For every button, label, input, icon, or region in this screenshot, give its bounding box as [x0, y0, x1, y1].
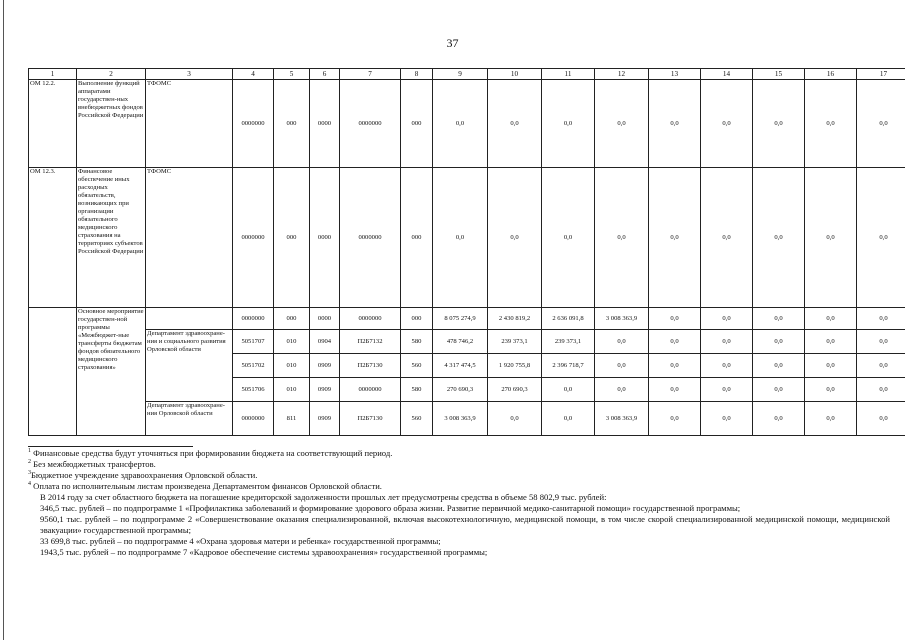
- cell: 0,0: [595, 80, 649, 168]
- footnote-1: [28, 448, 890, 459]
- cell: 0,0: [542, 168, 595, 308]
- footnote-text: Оплата по исполнительным листам произведена Департаментом финансов Орловской области.: [33, 481, 382, 491]
- paragraph-debt: В 2014 году за счет областного бюджета на погашение кредиторской задолженности прошлых лет предусмотрены средства в объеме 58 802,9 тыс. рублей:: [40, 492, 607, 502]
- cell: 0,0: [805, 330, 857, 354]
- cell: 0904: [310, 330, 340, 354]
- cell: 0,0: [649, 168, 701, 308]
- cell: 0000: [310, 308, 340, 330]
- budget-table: [28, 68, 905, 436]
- cell: 0,0: [649, 378, 701, 402]
- cell: 0,0: [488, 168, 542, 308]
- cell: 0000000: [340, 308, 401, 330]
- footnote-text: Бюджетное учреждение здравоохранения Орловской области.: [31, 470, 258, 480]
- cell: П2Б7130: [340, 402, 401, 436]
- footnote-4: [28, 481, 890, 492]
- cell: 000: [274, 308, 310, 330]
- cell: 0,0: [649, 402, 701, 436]
- page-number: 37: [446, 36, 459, 50]
- cell: 0,0: [701, 168, 753, 308]
- cell: 239 373,1: [488, 330, 542, 354]
- header-cell: 15: [753, 69, 805, 80]
- cell: 0,0: [753, 378, 805, 402]
- footnote-2: [28, 459, 890, 470]
- cell: 0,0: [753, 330, 805, 354]
- header-cell: 3: [146, 69, 233, 80]
- header-cell: 17: [857, 69, 905, 80]
- paragraph-subprogram-4: 33 699,8 тыс. рублей – по подпрограмме 4 «Охрана здоровья матери и ребенка» государственной программы;: [40, 536, 441, 546]
- cell: 0,0: [595, 354, 649, 378]
- header-cell: 12: [595, 69, 649, 80]
- cell: 0,0: [649, 330, 701, 354]
- cell: 000: [274, 168, 310, 308]
- cell: 0,0: [701, 354, 753, 378]
- cell: 0909: [310, 402, 340, 436]
- cell: 580: [401, 330, 433, 354]
- cell: 239 373,1: [542, 330, 595, 354]
- row-executor: ТФОМС: [146, 80, 233, 168]
- cell: 0,0: [857, 168, 905, 308]
- table-row: [29, 168, 905, 308]
- cell: 0,0: [488, 80, 542, 168]
- cell: 0,0: [753, 80, 805, 168]
- header-cell: 6: [310, 69, 340, 80]
- header-cell: 8: [401, 69, 433, 80]
- cell: 0,0: [857, 80, 905, 168]
- dept-health: Департамент здравоохране-ния Орловской области: [146, 402, 233, 436]
- cell: 0,0: [805, 80, 857, 168]
- paragraph-subprogram-1: 346,5 тыс. рублей – по подпрограмме 1 «Профилактика заболеваний и формирование здорового образа жизни. Развитие первичной медико-санитарной помощи» государственной программы;: [40, 503, 741, 513]
- footnote-separator: [28, 446, 193, 447]
- cell: 5051702: [233, 354, 274, 378]
- cell: 0,0: [857, 330, 905, 354]
- header-cell: 1: [29, 69, 77, 80]
- cell: 0,0: [857, 308, 905, 330]
- footnote-mark: 4: [28, 481, 31, 488]
- cell: 5051706: [233, 378, 274, 402]
- cell: П2Б7132: [340, 330, 401, 354]
- cell: 0000000: [340, 378, 401, 402]
- cell: 0,0: [595, 330, 649, 354]
- cell: 000: [401, 168, 433, 308]
- footnote-mark: 3: [28, 470, 31, 477]
- header-cell: 7: [340, 69, 401, 80]
- cell: 0000000: [233, 168, 274, 308]
- cell: 270 690,3: [488, 378, 542, 402]
- cell: 000: [401, 308, 433, 330]
- cell: 010: [274, 330, 310, 354]
- cell: 0,0: [805, 168, 857, 308]
- table-row: [29, 402, 905, 436]
- dept-social: Департамент здравоохране-ния и социального развития Орловской области: [146, 330, 233, 402]
- page-left-border: [3, 0, 4, 640]
- cell: 1 920 755,8: [488, 354, 542, 378]
- cell: 0000000: [233, 402, 274, 436]
- cell: 3 008 363,9: [433, 402, 488, 436]
- cell: 0,0: [649, 308, 701, 330]
- header-cell: 2: [77, 69, 146, 80]
- table-row: [29, 330, 905, 354]
- cell: 0,0: [701, 330, 753, 354]
- cell: 478 746,2: [433, 330, 488, 354]
- cell: П2Б7130: [340, 354, 401, 378]
- header-cell: 5: [274, 69, 310, 80]
- cell: 2 430 819,2: [488, 308, 542, 330]
- paragraph-subprogram-2: 9560,1 тыс. рублей – по подпрограмме 2 «Совершенствование оказания специализированной, включая высокотехнологичную, медицинской помощи, в том числе скорой специализированной медицинской помощи, медицинской эвакуации» государственной программы;: [40, 514, 890, 535]
- cell: 2 396 718,7: [542, 354, 595, 378]
- footnote-mark: 1: [28, 448, 31, 455]
- cell: 0909: [310, 378, 340, 402]
- cell: 0,0: [857, 354, 905, 378]
- row-executor: ТФОМС: [146, 168, 233, 308]
- cell: 0,0: [433, 80, 488, 168]
- header-cell: 9: [433, 69, 488, 80]
- cell: 560: [401, 354, 433, 378]
- cell: 0,0: [805, 402, 857, 436]
- cell: 0000000: [233, 308, 274, 330]
- cell: 560: [401, 402, 433, 436]
- row-code: ОМ 12.2.: [29, 80, 77, 168]
- cell: 4 317 474,5: [433, 354, 488, 378]
- cell: 0000: [310, 168, 340, 308]
- cell: 000: [274, 80, 310, 168]
- cell: 0000000: [340, 80, 401, 168]
- cell: 0,0: [701, 378, 753, 402]
- cell: 0,0: [701, 402, 753, 436]
- cell: 0,0: [542, 378, 595, 402]
- header-cell: 14: [701, 69, 753, 80]
- cell: 0,0: [649, 80, 701, 168]
- cell: 0909: [310, 354, 340, 378]
- footnote-text: Без межбюджетных трансфертов.: [33, 459, 156, 469]
- header-cell: 10: [488, 69, 542, 80]
- cell: 0,0: [701, 308, 753, 330]
- cell: 0,0: [542, 80, 595, 168]
- cell: 0,0: [753, 402, 805, 436]
- paragraph-subprogram-7: 1943,5 тыс. рублей – по подпрограмме 7 «Кадровое обеспечение системы здравоохранения» государственной программы;: [40, 547, 488, 557]
- group-code: [29, 308, 77, 436]
- cell: 0,0: [753, 168, 805, 308]
- header-cell: 13: [649, 69, 701, 80]
- cell: 0,0: [753, 354, 805, 378]
- cell: 0,0: [542, 402, 595, 436]
- cell: 0,0: [595, 378, 649, 402]
- cell: 0,0: [753, 308, 805, 330]
- row-name: Финансовое обеспечение иных расходных обязательств, возникающих при организации обязательного медицинского страхования на территориях субъектов Российской Федерации: [77, 168, 146, 308]
- cell: 3 008 363,9: [595, 402, 649, 436]
- cell: 0,0: [805, 308, 857, 330]
- cell: 0,0: [649, 354, 701, 378]
- table-header-row: [29, 69, 905, 80]
- footnotes: [28, 446, 890, 558]
- cell: 0,0: [488, 402, 542, 436]
- cell: 0,0: [595, 168, 649, 308]
- cell: 3 008 363,9: [595, 308, 649, 330]
- footnote-3: [28, 470, 890, 481]
- group-name: Основное мероприятие государствен-ной программы «Межбюджет-ные трансферты бюджетам фондов обязательного медицинского страхования»: [77, 308, 146, 436]
- row-name: Выполнение функций аппаратами государствен-ных внебюджетных фондов Российской Федерации: [77, 80, 146, 168]
- cell: 811: [274, 402, 310, 436]
- cell: 000: [401, 80, 433, 168]
- cell: 0,0: [805, 378, 857, 402]
- cell: 0,0: [805, 354, 857, 378]
- table-row: [29, 308, 905, 330]
- cell: 0000000: [233, 80, 274, 168]
- cell: 0000000: [340, 168, 401, 308]
- cell: 0,0: [857, 378, 905, 402]
- cell: 8 075 274,9: [433, 308, 488, 330]
- header-cell: 4: [233, 69, 274, 80]
- cell: 5051707: [233, 330, 274, 354]
- cell: 010: [274, 378, 310, 402]
- cell: 270 690,3: [433, 378, 488, 402]
- header-cell: 16: [805, 69, 857, 80]
- header-cell: 11: [542, 69, 595, 80]
- cell: 2 636 091,8: [542, 308, 595, 330]
- cell: 010: [274, 354, 310, 378]
- group-executor-empty: [146, 308, 233, 330]
- cell: 0,0: [857, 402, 905, 436]
- cell: 0,0: [433, 168, 488, 308]
- footnote-mark: 2: [28, 459, 31, 466]
- footnote-text: Финансовые средства будут уточняться при формировании бюджета на соответствующий период.: [33, 448, 393, 458]
- table-row: [29, 80, 905, 168]
- cell: 580: [401, 378, 433, 402]
- cell: 0,0: [701, 80, 753, 168]
- row-code: ОМ 12.3.: [29, 168, 77, 308]
- cell: 0000: [310, 80, 340, 168]
